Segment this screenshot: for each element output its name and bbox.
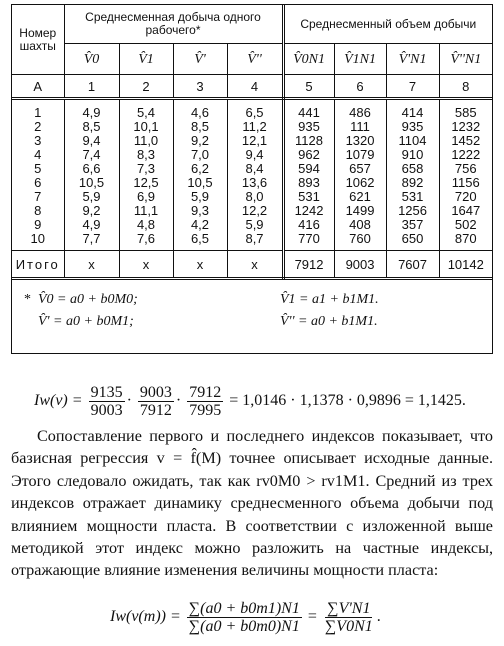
table-cell: 10,5 xyxy=(64,176,119,190)
total-cell: 9003 xyxy=(334,251,386,279)
mine-number: 4 xyxy=(12,148,64,162)
fraction-1 xyxy=(89,384,125,419)
table-cell: 6,9 xyxy=(119,190,173,204)
column-number-1: 1 xyxy=(64,75,119,99)
table-cell: 4,9 xyxy=(64,218,119,232)
index-formula-rhs: = 1,0146 · 1,1378 · 0,9896 = 1,1425. xyxy=(229,392,466,410)
table-cell: 1104 xyxy=(386,134,439,148)
table-cell: 658 xyxy=(386,162,439,176)
table-cell: 8,5 xyxy=(64,120,119,134)
sub-header-5: V̂0N1 xyxy=(283,44,334,75)
sub-header-6: V̂1N1 xyxy=(334,44,386,75)
fraction-3-num: 7912 xyxy=(189,384,222,401)
column-number-4: 4 xyxy=(227,75,283,99)
table-cell: 8,7 xyxy=(227,232,283,251)
fraction-2-den: 7912 xyxy=(139,402,172,419)
table-cell: 531 xyxy=(283,190,334,204)
table-cell: 760 xyxy=(334,232,386,251)
table-cell: 935 xyxy=(386,120,439,134)
table-row xyxy=(12,176,492,190)
table-cell: 6,6 xyxy=(64,162,119,176)
table-cell: 9,2 xyxy=(173,134,227,148)
table-row xyxy=(12,134,492,148)
table-cell: 6,2 xyxy=(173,162,227,176)
table-cell: 8,0 xyxy=(227,190,283,204)
table-cell: 1256 xyxy=(386,204,439,218)
table-cell: 13,6 xyxy=(227,176,283,190)
table-cell: 621 xyxy=(334,190,386,204)
table-cell: 502 xyxy=(454,217,477,232)
mine-number: 9 xyxy=(12,218,64,232)
footnote-formula-2: V̂1 = a1 + b1M1. xyxy=(280,292,379,307)
group-header-output-per-worker: Среднесменная добыча одного рабочего* xyxy=(64,5,283,44)
table-cell: 9,4 xyxy=(64,134,119,148)
index-formula: Iw(v) = $\frac{9135}{9003}$ · $\frac{9003}{7912}$ · $\frac{7912}{7995}$ = 1,0146 · 1,1378 · 0,9896 = 1,1425. xyxy=(34,384,466,419)
table-cell: 11,1 xyxy=(119,204,173,218)
body-paragraph: Сопоставление первого и последнего индексов показывает, что базисная регрессия v = f̂(M) точнее описывает исходные данные. Этого следовало ожидать, так как rv0M0 > rv1M1. Средний из трех индексов отражает динамику среднесменного объема добычи под влиянием мощности пласта. В соответствии с изложенной выше методикой этот индекс можно разложить на частные индексы, отражающие влияние изменения величины мощности пласта: xyxy=(11,427,493,580)
table-cell: 962 xyxy=(283,148,334,162)
table-cell: 7,3 xyxy=(119,162,173,176)
table-cell: 1647 xyxy=(451,203,481,218)
column-number-6: 6 xyxy=(334,75,386,99)
total-cell: 7912 xyxy=(283,251,334,279)
table-cell: 1222 xyxy=(451,147,481,162)
sub-header-3: V̂' xyxy=(173,44,227,75)
table-cell: 1452 xyxy=(451,133,481,148)
fraction-2 xyxy=(138,384,174,419)
table-cell: 7,0 xyxy=(173,148,227,162)
table-cell: 1232 xyxy=(451,119,481,134)
group-header-volume: Среднесменный объем добычи xyxy=(283,5,492,44)
mine-number: 8 xyxy=(12,204,64,218)
table-cell: 111 xyxy=(334,120,386,134)
table-cell: 11,0 xyxy=(119,134,173,148)
column-number-2: 2 xyxy=(119,75,173,99)
fraction-2-num: 9003 xyxy=(139,384,172,401)
table-cell: 1499 xyxy=(334,204,386,218)
table-cell: 720 xyxy=(454,189,477,204)
table-cell: 1320 xyxy=(334,134,386,148)
table-cell: 7,6 xyxy=(119,232,173,251)
fraction-1-den: 9003 xyxy=(90,402,123,419)
total-cell: x xyxy=(119,251,173,279)
data-table-frame xyxy=(11,4,493,354)
mine-number: 6 xyxy=(12,176,64,190)
table-cell: 5,9 xyxy=(173,190,227,204)
data-table xyxy=(12,5,492,280)
mine-number: 1 xyxy=(12,99,64,121)
sub-header-1: V̂0 xyxy=(64,44,119,75)
table-cell: 585 xyxy=(454,105,477,120)
table-cell: 531 xyxy=(386,190,439,204)
letter-cell: A xyxy=(12,75,64,99)
mine-number: 5 xyxy=(12,162,64,176)
fraction-3 xyxy=(187,384,223,419)
table-cell: 4,8 xyxy=(119,218,173,232)
total-cell: x xyxy=(64,251,119,279)
table-cell: 6,5 xyxy=(173,232,227,251)
table-cell: 12,2 xyxy=(227,204,283,218)
table-cell: 7,7 xyxy=(64,232,119,251)
total-label: Итого xyxy=(12,251,64,279)
table-cell: 935 xyxy=(283,120,334,134)
table-cell: 1128 xyxy=(283,134,334,148)
table-cell: 1242 xyxy=(283,204,334,218)
table-cell: 10,1 xyxy=(119,120,173,134)
table-cell: 357 xyxy=(386,218,439,232)
sub-header-7: V̂'N1 xyxy=(386,44,439,75)
sub-header-2: V̂1 xyxy=(119,44,173,75)
partial-fraction-1-num: ∑(a0 + b0m1)N1 xyxy=(188,600,300,617)
footnote-formula-4: V̂'' = a0 + b1M1. xyxy=(280,314,378,329)
table-row xyxy=(12,148,492,162)
table-cell: 10,5 xyxy=(173,176,227,190)
table-cell: 12,5 xyxy=(119,176,173,190)
table-cell: 870 xyxy=(439,232,492,251)
table-cell: 4,2 xyxy=(173,218,227,232)
partial-fraction-1 xyxy=(187,600,302,635)
partial-fraction-2-den: ∑V0N1 xyxy=(324,618,373,635)
column-number-8: 8 xyxy=(439,75,492,99)
table-row xyxy=(12,120,492,134)
total-cell: x xyxy=(227,251,283,279)
total-cell: 10142 xyxy=(439,251,492,279)
mine-number: 2 xyxy=(12,120,64,134)
table-cell: 441 xyxy=(283,99,334,121)
sub-header-8: V̂''N1 xyxy=(439,44,492,75)
table-cell: 6,5 xyxy=(227,99,283,121)
mine-number: 10 xyxy=(12,232,64,251)
table-cell: 770 xyxy=(283,232,334,251)
table-cell: 910 xyxy=(386,148,439,162)
fraction-1-num: 9135 xyxy=(90,384,123,401)
table-cell: 650 xyxy=(386,232,439,251)
partial-index-formula: Iw(v(m)) = $\frac{\sum(a0 + b0m1)N1}{\sum(a0 + b0m0)N1}$ = $\frac{\sum V'N1}{\sum V0N1}$ . xyxy=(110,600,381,635)
table-cell: 9,4 xyxy=(227,148,283,162)
fraction-3-den: 7995 xyxy=(189,402,222,419)
table-cell: 414 xyxy=(386,99,439,121)
table-cell: 486 xyxy=(334,99,386,121)
col-header-mine: Номер шахты xyxy=(12,5,64,75)
column-number-7: 7 xyxy=(386,75,439,99)
table-cell: 12,1 xyxy=(227,134,283,148)
partial-fraction-2 xyxy=(323,600,375,635)
table-cell: 9,2 xyxy=(64,204,119,218)
table-cell: 657 xyxy=(334,162,386,176)
table-row xyxy=(12,232,492,251)
table-row xyxy=(12,99,492,121)
footnote-star: * xyxy=(24,292,31,307)
table-cell: 11,2 xyxy=(227,120,283,134)
total-cell: 7607 xyxy=(386,251,439,279)
column-number-5: 5 xyxy=(283,75,334,99)
partial-fraction-1-den: ∑(a0 + b0m0)N1 xyxy=(188,618,300,635)
table-row xyxy=(12,190,492,204)
table-cell: 4,6 xyxy=(173,99,227,121)
table-cell: 7,4 xyxy=(64,148,119,162)
mine-number: 7 xyxy=(12,190,64,204)
table-cell: 5,9 xyxy=(64,190,119,204)
table-cell: 756 xyxy=(454,161,477,176)
footnote-formula-1: V̂0 = a0 + b0M0; xyxy=(38,292,138,307)
table-cell: 892 xyxy=(386,176,439,190)
total-cell: x xyxy=(173,251,227,279)
table-cell: 408 xyxy=(334,218,386,232)
table-row xyxy=(12,204,492,218)
table-cell: 1156 xyxy=(451,175,480,190)
table-cell: 4,9 xyxy=(64,99,119,121)
table-cell: 9,3 xyxy=(173,204,227,218)
table-cell: 594 xyxy=(283,162,334,176)
column-number-3: 3 xyxy=(173,75,227,99)
table-cell: 8,3 xyxy=(119,148,173,162)
table-cell: 8,5 xyxy=(173,120,227,134)
table-cell: 1079 xyxy=(334,148,386,162)
footnote-formula-3: V̂' = a0 + b0M1; xyxy=(38,314,134,329)
mine-number: 3 xyxy=(12,134,64,148)
table-cell: 893 xyxy=(283,176,334,190)
sub-header-4: V̂'' xyxy=(227,44,283,75)
table-cell: 1062 xyxy=(334,176,386,190)
table-cell: 5,4 xyxy=(119,99,173,121)
partial-fraction-2-num: ∑V'N1 xyxy=(327,600,371,617)
table-row xyxy=(12,218,492,232)
index-formula-lhs: Iw(v) = xyxy=(34,392,83,410)
table-row xyxy=(12,162,492,176)
table-cell: 416 xyxy=(283,218,334,232)
partial-index-lhs: Iw(v(m)) = xyxy=(110,608,181,626)
table-cell: 5,9 xyxy=(227,218,283,232)
table-cell: 8,4 xyxy=(227,162,283,176)
